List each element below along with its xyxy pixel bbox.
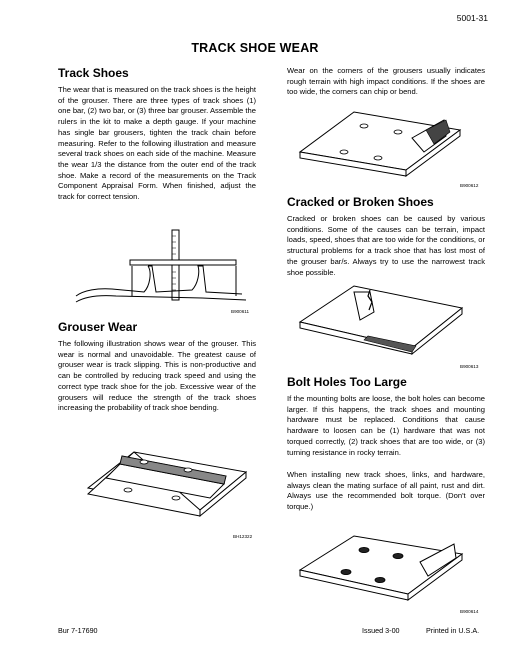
bolt-holes-text: If the mounting bolts are loose, the bolt holes can become larger. If this happens, the track shoes and mounting hardware must be replaced. Conditions that cause hardware to loosen can be (1) hardware that was not torqued correctly, (2) track shoes that are too wide, or (3) turning resistance in rocky terrain. [287, 394, 485, 457]
depth-gauge-illustration [72, 226, 252, 306]
grouser-wear-illustration [82, 432, 252, 522]
cracked-shoes-text: Cracked or broken shoes can be caused by various conditions. Some of the causes can be terrain, impact loads, speed, shoes that are too wide for the conditions, or structural problems for a track shoe that has lost most of the grouser bar/s. Always try to use the narrowest track shoe possible. [287, 214, 485, 277]
figure-id-b900614: B900614 [460, 609, 479, 614]
heading-bolt-holes: Bolt Holes Too Large [287, 375, 407, 389]
heading-cracked-shoes: Cracked or Broken Shoes [287, 195, 434, 209]
figure-id-b900613: B900613 [460, 364, 479, 369]
footer-issued: Issued 3-00 [362, 626, 400, 635]
bolt-holes-illustration [294, 534, 470, 610]
grouser-wear-text: The following illustration shows wear of the grouser. This wear is normal and unavoidable. The greatest cause of grouser wear is track slipping. This is non-productive and can be controlled by reducing track speed and using the correct type track shoe for the job. Excessive wear of the grousers will reduce the strength of the track shoes increasing the probability of track shoe bending. [58, 339, 256, 413]
footer-doc-number: Bur 7-17690 [58, 626, 98, 635]
corner-wear-text: Wear on the corners of the grousers usually indicates rough terrain with high impact conditions. If the shoes are too wide, the corners can chip or bend. [287, 66, 485, 97]
figure-id-bh12322: BH12322 [233, 534, 253, 539]
page-number: 5001-31 [456, 13, 488, 23]
cracked-shoe-illustration [294, 282, 470, 364]
figure-id-b900612: B900612 [460, 183, 479, 188]
bolt-holes-installation-text: When installing new track shoes, links, and hardware, always clean the mating surface of all paint, rust and dirt. Always use the recommended bolt torque. (Don't over torque.) [287, 470, 485, 512]
heading-track-shoes: Track Shoes [58, 66, 129, 80]
corner-wear-illustration [294, 108, 470, 188]
figure-id-b900611: B900611 [231, 309, 250, 314]
heading-grouser-wear: Grouser Wear [58, 320, 138, 334]
page-title: TRACK SHOE WEAR [191, 41, 319, 55]
footer-printed: Printed in U.S.A. [426, 626, 480, 635]
track-shoes-text: The wear that is measured on the track shoes is the height of the grouser. There are three types of track shoes (1) one bar, (2) two bar, or (3) three bar grouser. Assemble the rulers in the kit to make a depth gauge. If your machine has single bar grousers, tighten the track chain before measuring. Refer to the following illustration and measure several track shoes on each side of the machine. Measure the wear 1/3 the distance from the outer end of the track shoe. Make a record of the measurements on the Track Component Appraisal Form. When finished, adjust the track for correct tension. [58, 85, 256, 202]
